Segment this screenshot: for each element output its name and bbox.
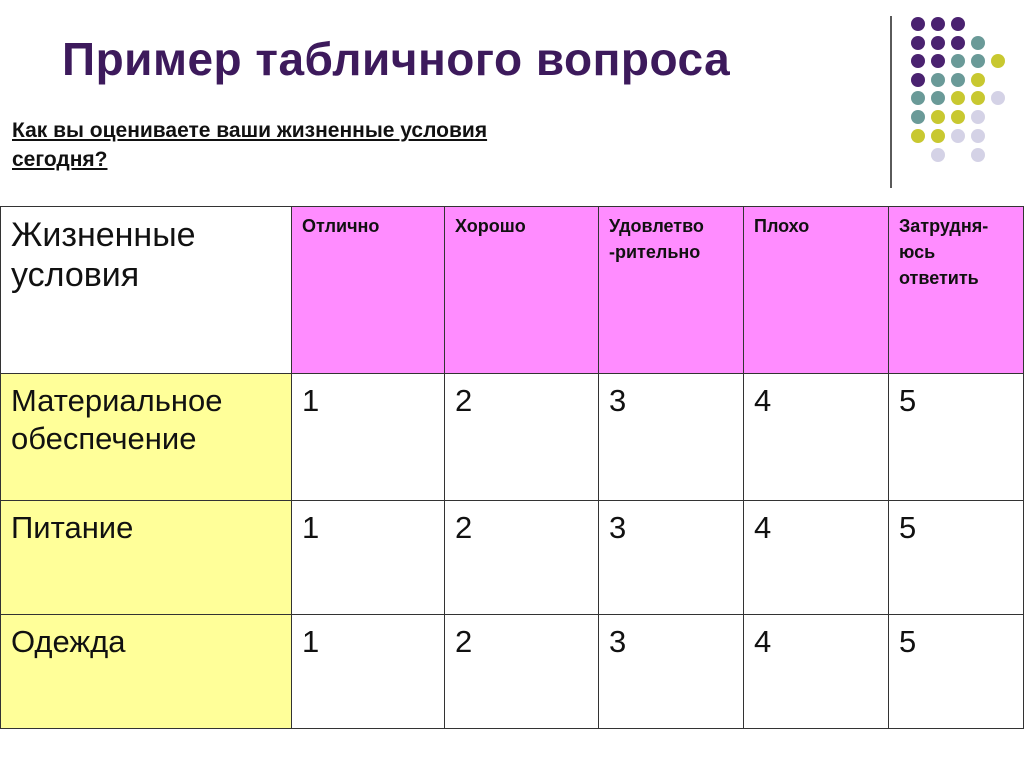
decorative-dot [971, 148, 985, 162]
decorative-dot [911, 54, 925, 68]
decorative-dot [931, 17, 945, 31]
corner-label: Жизненные условия [1, 207, 292, 374]
row-label-food: Питание [1, 501, 292, 615]
rating-cell[interactable]: 5 [889, 374, 1024, 501]
rating-cell[interactable]: 2 [445, 374, 599, 501]
table-row [1, 501, 1024, 615]
decorative-dot [911, 73, 925, 87]
row-label-clothing: Одежда [1, 615, 292, 729]
row-label-material: Материальное обеспечение [1, 374, 292, 501]
decorative-dot [911, 17, 925, 31]
table-row [1, 374, 1024, 501]
decorative-dot [931, 110, 945, 124]
table-header-row [1, 207, 1024, 374]
rating-cell[interactable]: 4 [744, 374, 889, 501]
decorative-dot [911, 91, 925, 105]
question-line-2: сегодня? [12, 148, 108, 171]
decorative-dot [951, 129, 965, 143]
decorative-dot [911, 110, 925, 124]
rating-cell[interactable]: 3 [599, 374, 744, 501]
rating-table [0, 206, 1024, 729]
decorative-dot [931, 36, 945, 50]
rating-cell[interactable]: 1 [292, 374, 445, 501]
column-header-good: Хорошо [445, 207, 599, 374]
rating-cell[interactable]: 2 [445, 615, 599, 729]
rating-cell[interactable]: 2 [445, 501, 599, 615]
slide-title: Пример табличного вопроса [62, 33, 731, 85]
decorative-dot [951, 54, 965, 68]
decorative-dot [951, 17, 965, 31]
decorative-dot [971, 110, 985, 124]
rating-cell[interactable]: 3 [599, 501, 744, 615]
survey-question [12, 116, 487, 174]
rating-cell[interactable]: 1 [292, 615, 445, 729]
column-header-poor: Плохо [744, 207, 889, 374]
decorative-dot [931, 129, 945, 143]
decorative-dot [931, 73, 945, 87]
decorative-dot [951, 73, 965, 87]
rating-cell[interactable]: 1 [292, 501, 445, 615]
decorative-dot [911, 36, 925, 50]
column-header-satisfactory: Удовлетво -рительно [599, 207, 744, 374]
rating-cell[interactable]: 5 [889, 501, 1024, 615]
decorative-dot [951, 110, 965, 124]
decorative-dot [971, 91, 985, 105]
decorative-dot [971, 54, 985, 68]
decorative-dot [951, 91, 965, 105]
rating-cell[interactable]: 5 [889, 615, 1024, 729]
column-header-hard-to-say: Затрудня- юсь ответить [889, 207, 1024, 374]
rating-cell[interactable]: 4 [744, 501, 889, 615]
decorative-dot [971, 73, 985, 87]
decorative-dot [931, 54, 945, 68]
decorative-dot [971, 129, 985, 143]
decorative-dot [991, 91, 1005, 105]
decorative-dot [951, 36, 965, 50]
decorative-dot [931, 148, 945, 162]
decorative-dot [971, 36, 985, 50]
rating-cell[interactable]: 4 [744, 615, 889, 729]
title-divider [890, 16, 892, 188]
rating-cell[interactable]: 3 [599, 615, 744, 729]
question-line-1: Как вы оцениваете ваши жизненные условия [12, 119, 488, 142]
table-row [1, 615, 1024, 729]
decorative-dot [991, 54, 1005, 68]
decorative-dot [931, 91, 945, 105]
decorative-dot [911, 129, 925, 143]
column-header-excellent: Отлично [292, 207, 445, 374]
